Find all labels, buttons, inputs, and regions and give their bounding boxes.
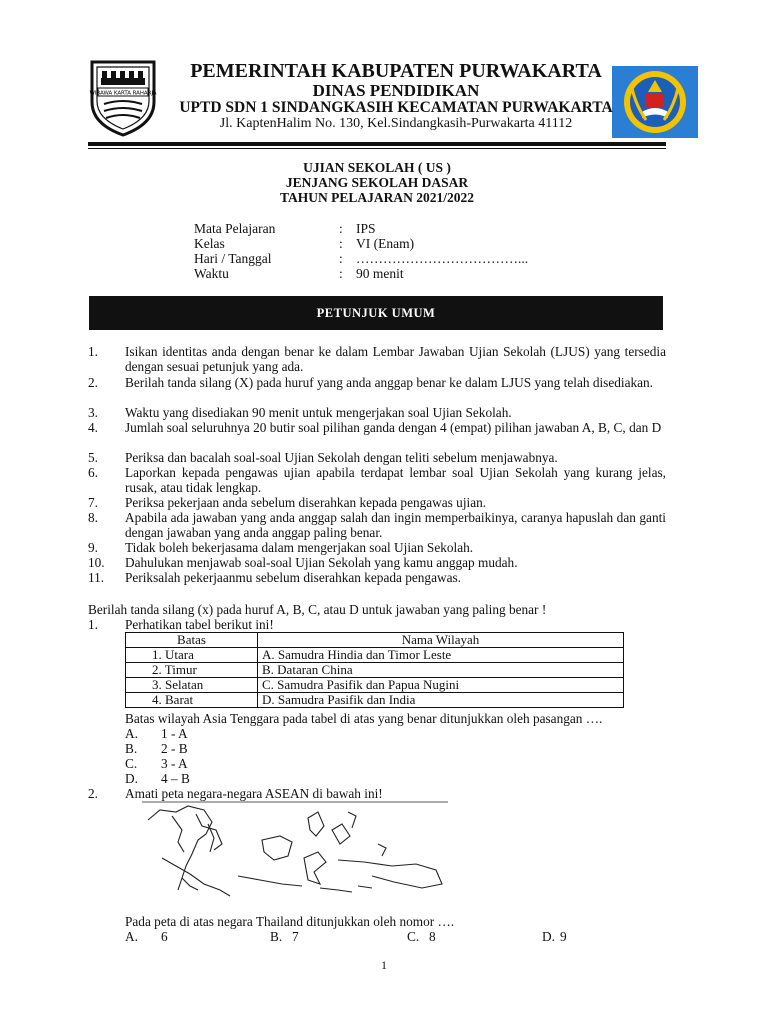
table-row: 1. Utara A. Samudra Hindia dan Timor Leste [126,648,624,663]
q2-option-c: C. 8 [407,929,436,944]
instruction-item: 9. Tidak boleh bekerjasama dalam mengerjakan soal Ujian Sekolah. [88,540,474,555]
q2-prompt: Amati peta negara-negara ASEAN di bawah ini! [125,786,383,801]
instruction-item: 7. Periksa pekerjaan anda sebelum diserahkan kepada pengawas ujian. [88,495,487,510]
q2-option-d: D. 9 [542,929,567,944]
table-header-row: Batas Nama Wilayah [126,633,624,648]
q1-question: Batas wilayah Asia Tenggara pada tabel di atas yang benar ditunjukkan oleh pasangan …. [125,711,603,726]
letterhead-rule-thin [88,148,666,149]
letterhead-department: DINAS PENDIDIKAN [312,81,480,100]
letterhead-school: UPTD SDN 1 SINDANGKASIH KECAMATAN PURWAKARTA [179,99,613,116]
exam-title-line3: TAHUN PELAJARAN 2021/2022 [279,190,474,205]
asean-map-image [142,800,448,902]
q2-option-a: A. 6 [125,929,168,944]
table-row: 4. Barat D. Samudra Pasifik dan India [126,693,624,708]
q2-option-b: B. 7 [270,929,299,944]
instruction-item: 1. Isikan identitas anda dengan benar ke dalam Lembar Jawaban Ujian Sekolah (LJUS) yang tersedia dengan sesuai petunjuk yang ada. [88,344,666,374]
q2-question: Pada peta di atas negara Thailand ditunjukkan oleh nomor …. [125,914,455,929]
instruction-item: 5. Periksa dan bacalah soal-soal Ujian Sekolah dengan teliti sebelum menjawabnya. [88,450,558,465]
logo-ribbon-text: WIBAWA KARTA RAHARJA [89,90,157,97]
page-number: 1 [381,958,387,972]
letterhead-government: PEMERINTAH KABUPATEN PURWAKARTA [190,60,602,82]
q1-option-b: B. 2 - B [125,741,188,756]
exam-title-line2: JENJANG SEKOLAH DASAR [285,175,469,190]
general-instructions-banner: PETUNJUK UMUM [89,296,663,330]
instruction-item: 8. Apabila ada jawaban yang anda anggap salah dan ingin memperbaikinya, caranya hapuslah dan ganti dengan jawaban yang anda anggap paling benar. [88,510,666,540]
instruction-item: 4. Jumlah soal seluruhnya 20 butir soal pilihan ganda dengan 4 (empat) pilihan jawaban A, B, C, dan D [88,420,662,435]
q1-prompt: Perhatikan tabel berikut ini! [125,617,274,632]
q1-option-c: C. 3 - A [125,756,188,771]
instruction-item: 3. Waktu yang disediakan 90 menit untuk mengerjakan soal Ujian Sekolah. [88,405,512,420]
instruction-item: 10. Dahulukan menjawab soal-soal Ujian Sekolah yang kamu anggap mudah. [88,555,518,570]
table-row: 3. Selatan C. Samudra Pasifik dan Papua Nugini [126,678,624,693]
boundary-table [125,632,624,708]
q1-number: 1. [88,617,98,632]
kabupaten-logo [88,58,158,138]
q2-number: 2. [88,786,98,801]
instruction-item: 11. Periksalah pekerjaanmu sebelum diserahkan kepada pengawas. [88,570,461,585]
letterhead-rule-thick [88,142,666,146]
letterhead-address: Jl. KaptenHalim No. 130, Kel.Sindangkasih-Purwakarta 41112 [219,116,573,131]
exam-title-line1: UJIAN SEKOLAH ( US ) [303,160,451,175]
questions-lead: Berilah tanda silang (x) pada huruf A, B, C, atau D untuk jawaban yang paling benar ! [88,602,547,617]
q1-option-d: D. 4 – B [125,771,190,786]
table-row: 2. Timur B. Dataran China [126,663,624,678]
instruction-item: 6. Laporkan kepada pengawas ujian apabila terdapat lembar soal Ujian Sekolah yang kurang jelas, rusak, atau tidak lengkap. [88,465,666,495]
instruction-item: 2. Berilah tanda silang (X) pada huruf yang anda anggap benar ke dalam LJUS yang telah disediakan. [88,375,653,390]
q1-option-a: A. 1 - A [125,726,188,741]
